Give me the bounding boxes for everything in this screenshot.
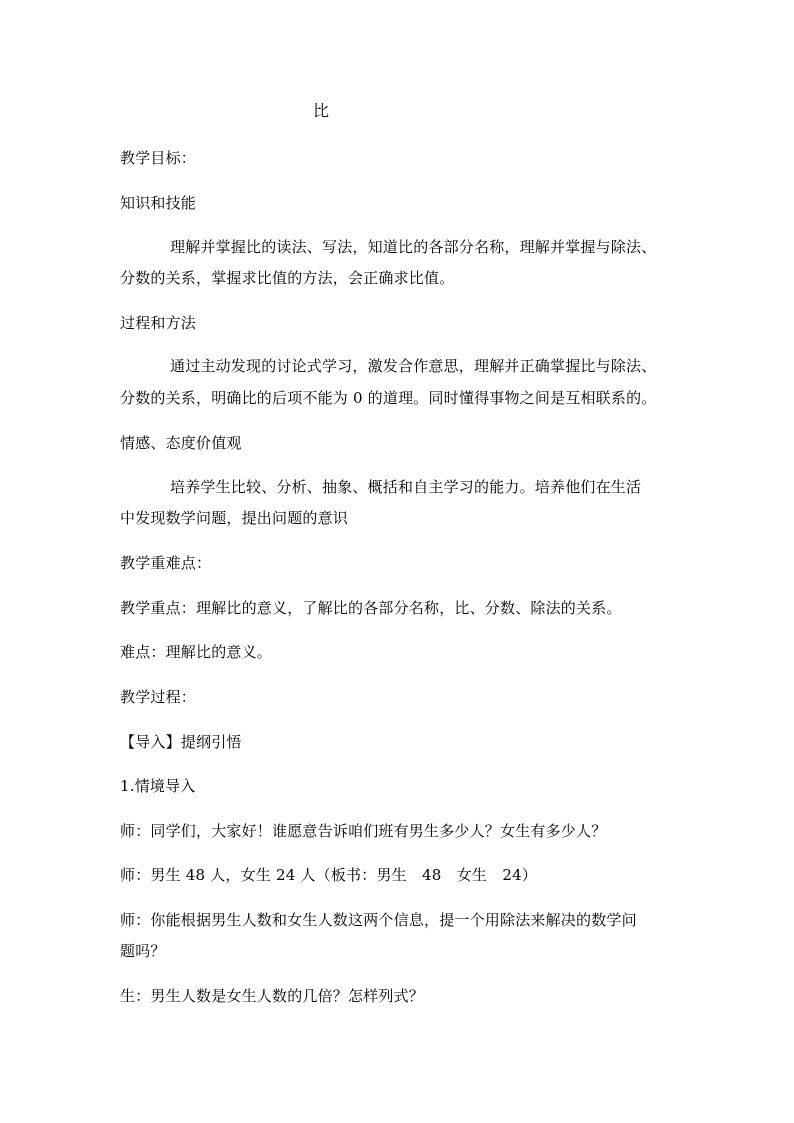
- paragraph-line: 理解并掌握比的读法、写法，知道比的各部分名称，理解并掌握与除法、: [170, 238, 657, 256]
- paragraph-line: 难点：理解比的意义。: [120, 643, 273, 661]
- dialogue-line: 师：你能根据男生人数和女生人数这两个信息，提一个用除法来解决的数学问: [120, 911, 637, 929]
- dialogue-line: 生：男生人数是女生人数的几倍？怎样列式？: [120, 987, 425, 1005]
- document-title: 比: [313, 101, 330, 120]
- paragraph-line: 分数的关系，掌握求比值的方法，会正确求比值。: [120, 269, 455, 287]
- paragraph-line: 中发现数学问题，提出问题的意识: [120, 509, 349, 527]
- heading-teaching-process: 教学过程：: [120, 688, 197, 706]
- subheading-knowledge-skills: 知识和技能: [120, 194, 197, 212]
- paragraph-line: 通过主动发现的讨论式学习，激发合作意思，理解并正确掌握比与除法、: [170, 357, 657, 375]
- heading-teaching-goals: 教学目标：: [120, 149, 197, 167]
- subheading-process-method: 过程和方法: [120, 314, 197, 332]
- section-heading: 【导入】提纲引悟: [120, 733, 242, 751]
- dialogue-line: 师：同学们，大家好！谁愿意告诉咱们班有男生多少人？女生有多少人？: [120, 822, 607, 840]
- paragraph-line: 培养学生比较、分析、抽象、概括和自主学习的能力。培养他们在生活: [170, 478, 642, 496]
- heading-key-difficult-points: 教学重难点：: [120, 554, 212, 572]
- dialogue-line: 题吗？: [120, 942, 166, 960]
- section-subheading: 1.情境导入: [120, 777, 196, 795]
- dialogue-line: 师：男生 48 人，女生 24 人（板书：男生 48 女生 24）: [120, 866, 538, 884]
- subheading-emotion-values: 情感、态度价值观: [120, 434, 242, 452]
- paragraph-line: 教学重点：理解比的意义，了解比的各部分名称，比、分数、除法的关系。: [120, 599, 622, 617]
- paragraph-line: 分数的关系，明确比的后项不能为 0 的道理。同时懂得事物之间是互相联系的。: [120, 389, 657, 407]
